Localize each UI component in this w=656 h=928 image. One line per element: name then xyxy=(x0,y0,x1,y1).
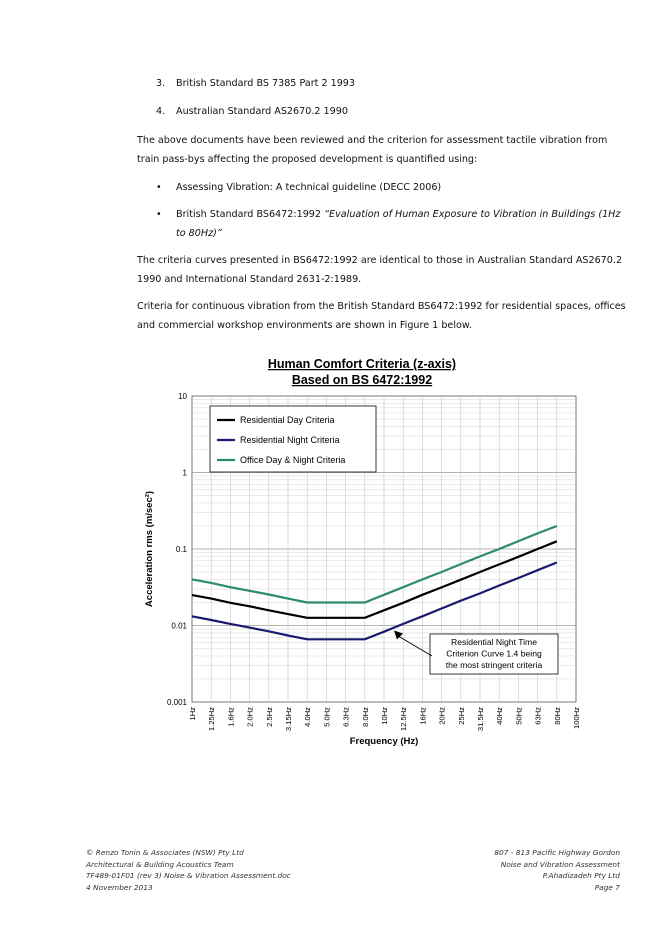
footer-line: © Renzo Tonin & Associates (NSW) Pty Ltd xyxy=(86,848,244,857)
x-tick-label: 4.0Hz xyxy=(303,707,313,727)
footer-line: 4 November 2013 xyxy=(86,882,153,892)
annotation-text: the most stringent criteria xyxy=(445,660,543,670)
chart-subtitle: Based on BS 6472:1992 xyxy=(291,373,433,387)
footer-right xyxy=(494,847,620,893)
footer-line: Noise and Vibration Assessment xyxy=(500,859,620,869)
x-tick-label: 16Hz xyxy=(418,707,428,725)
x-tick-label: 8.0Hz xyxy=(360,707,370,727)
bullet-icon: • xyxy=(156,209,162,220)
y-axis-label: Acceleration rms (m/sec²) xyxy=(144,490,155,608)
footer-line: 807 - 813 Pacific Highway Gordon xyxy=(494,848,620,857)
y-tick-label: 0.01 xyxy=(171,621,187,631)
list-item xyxy=(156,77,355,91)
x-tick-label: 50Hz xyxy=(514,707,524,725)
annotation-text: Criterion Curve 1.4 being xyxy=(446,648,542,659)
list-text: British Standard BS 7385 Part 2 1993 xyxy=(176,78,356,89)
legend-entry: Office Day & Night Criteria xyxy=(240,455,346,465)
paragraph: The criteria curves presented in BS6472:1992 are identical to those in Australian Standard AS2670.2 1990 and International Standard 2631-2:1989. xyxy=(137,255,623,285)
x-tick-label: 1.25Hz xyxy=(207,707,217,732)
bullet-text-italic: “Evaluation of Human Exposure to Vibration in Buildings (1Hz to 80Hz)” xyxy=(176,209,621,239)
bullet-text: Assessing Vibration: A technical guideline (DECC 2006) xyxy=(176,182,442,193)
bullet-item xyxy=(156,205,626,243)
legend-entry: Residential Night Criteria xyxy=(240,435,340,445)
list-number: 4. xyxy=(156,106,166,117)
paragraph: Criteria for continuous vibration from the British Standard BS6472:1992 for residential spaces, offices and commercial workshop environments are shown in Figure 1 below. xyxy=(137,301,626,331)
bullet-icon: • xyxy=(156,182,162,193)
figure-chart xyxy=(140,352,585,752)
x-tick-label: 2.0Hz xyxy=(245,707,255,727)
bullet-text xyxy=(176,205,626,243)
footer-left xyxy=(86,847,291,893)
x-tick-label: 63Hz xyxy=(533,707,543,725)
footer-page-number: Page 7 xyxy=(594,882,620,892)
bullet-item xyxy=(156,178,626,197)
y-tick-label: 10 xyxy=(178,392,187,401)
chart-title: Human Comfort Criteria (z-axis) xyxy=(267,357,457,371)
y-tick-label: 1 xyxy=(182,468,187,478)
x-tick-label: 2.5Hz xyxy=(264,707,274,727)
y-tick-label: 0.1 xyxy=(175,545,187,554)
x-tick-label: 80Hz xyxy=(552,707,562,725)
x-tick-label: 31.5Hz xyxy=(476,707,485,732)
x-tick-label: 40Hz xyxy=(495,707,505,725)
legend-entry: Residential Day Criteria xyxy=(240,415,335,425)
footer-line: Architectural & Building Acoustics Team xyxy=(86,859,234,869)
x-tick-label: 1Hz xyxy=(188,707,197,721)
x-axis-label: Frequency (Hz) xyxy=(349,736,419,747)
paragraph: The above documents have been reviewed and the criterion for assessment tactile vibration from train pass-bys affecting the proposed development is quantified using: xyxy=(137,135,608,165)
footer-line: TF489-01F01 (rev 3) Noise & Vibration Assessment.doc xyxy=(86,871,291,881)
footer-line: P.Ahadizadeh Pty Ltd xyxy=(542,871,620,881)
y-tick-label: 0.001 xyxy=(166,698,187,707)
annotation-text: Residential Night Time xyxy=(451,637,537,647)
x-tick-label: 5.0Hz xyxy=(322,707,332,727)
x-tick-label: 20Hz xyxy=(437,707,447,725)
x-tick-label: 10Hz xyxy=(380,707,389,725)
chart-svg xyxy=(140,352,585,752)
list-number: 3. xyxy=(156,78,166,89)
x-tick-label: 1.6Hz xyxy=(226,707,236,727)
x-tick-label: 25Hz xyxy=(456,707,466,725)
list-text: Australian Standard AS2670.2 1990 xyxy=(176,106,348,117)
bullet-text-plain: British Standard BS6472:1992 xyxy=(176,209,325,220)
x-tick-label: 3.15Hz xyxy=(284,707,293,732)
x-tick-label: 12.5Hz xyxy=(399,707,409,732)
list-item xyxy=(156,105,348,119)
x-tick-label: 6.3Hz xyxy=(341,707,351,727)
x-tick-label: 100Hz xyxy=(572,707,581,729)
